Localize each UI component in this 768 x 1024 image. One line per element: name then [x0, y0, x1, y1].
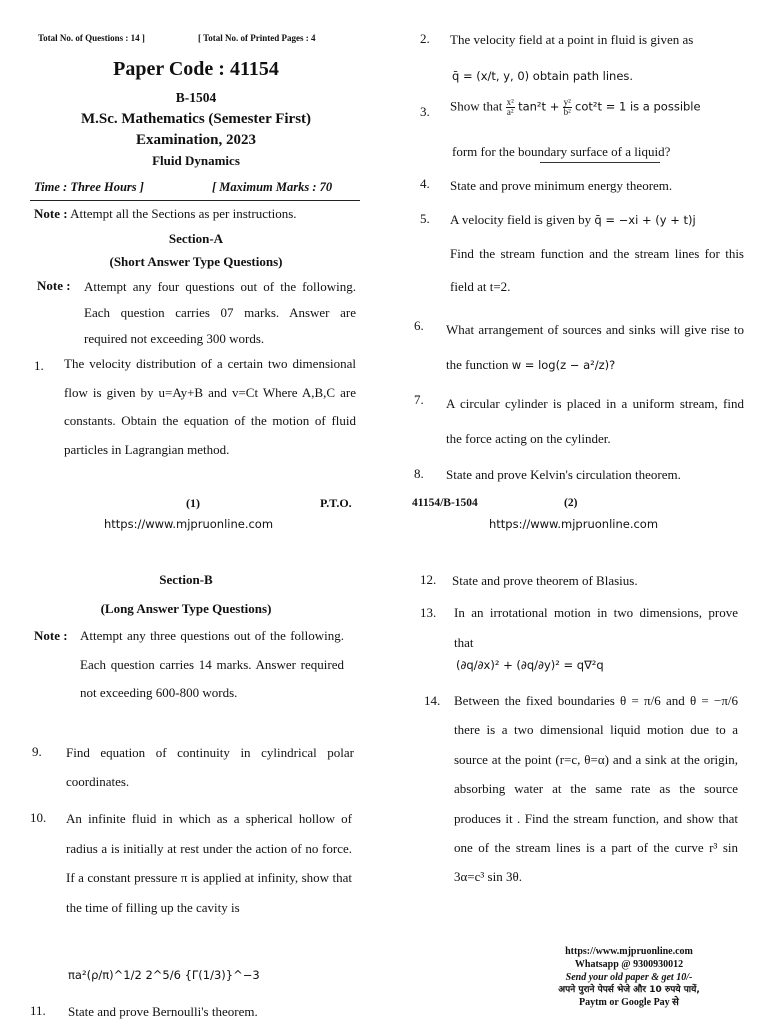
question-2-number: 2. — [420, 31, 430, 46]
question-3-number: 3. — [420, 104, 430, 119]
section-b-note-text: Attempt any three questions out of the following. Each question carries 14 marks. Answer required not exceeding 600-800 words. — [80, 628, 344, 701]
question-13-equation: (∂q/∂x)² + (∂q/∂y)² = q∇²q — [456, 658, 604, 672]
question-13-number: 13. — [420, 605, 437, 620]
pto-label: P.T.O. — [320, 496, 352, 510]
question-8-text: State and prove Kelvin's circulation theorem. — [446, 467, 681, 482]
question-5-number: 5. — [420, 211, 430, 226]
question-2-equation: q̄ = (x/t, y, 0) obtain path lines. — [452, 69, 634, 83]
question-12-number: 12. — [420, 572, 437, 587]
section-a-title: Section-A — [168, 231, 224, 246]
question-10-number: 10. — [30, 810, 47, 825]
section-a-subtitle: (Short Answer Type Questions) — [109, 254, 283, 269]
exam-sheet-bottom — [0, 512, 768, 1024]
question-14-text: Between the fixed boundaries θ = π/6 and θ = −π/6 there is a two dimensional liquid motion due to a source at the point (r=c, θ=α) and a sink at the origin, absorbing water at the same rate as the source produces it . Find the stream function, and show that one of the stream lines is a part of the curve r³ sin 3α=c³ sin 3θ. — [454, 693, 738, 885]
fraction-y2-b2: $\frac{\text{y²}}{\text{b²}}$ — [563, 97, 571, 117]
subject-title: Fluid Dynamics — [152, 153, 240, 168]
question-5-equation: q̄ = −xi + (y + t)j — [594, 213, 696, 227]
question-3-eq-post: cot²t = 1 is a possible — [575, 99, 701, 114]
program-title: M.Sc. Mathematics (Semester First) — [80, 111, 312, 127]
question-13-text: In an irrotational motion in two dimensions, prove that — [454, 605, 738, 650]
page-2-url: https://www.mjpruonline.com — [489, 517, 659, 531]
promo-whatsapp: Whatsapp @ 9300930012 — [574, 959, 684, 971]
page-2-code: 41154/B-1504 — [412, 497, 478, 509]
question-4-text: State and prove minimum energy theorem. — [450, 178, 673, 193]
promo-url: https://www.mjpruonline.com — [565, 946, 693, 957]
question-10-equation: πa²(ρ/π)^1/2 2^5/6 {Γ(1/3)}^−3 — [68, 968, 260, 982]
question-5-line — [450, 212, 760, 228]
promo-block — [504, 945, 754, 1010]
printed-pages: [ Total No. of Printed Pages : 4 — [198, 33, 316, 43]
question-5-text: A velocity field is given by — [450, 212, 592, 227]
question-2-text: The velocity field at a point in fluid is given as — [450, 32, 694, 47]
question-8-number: 8. — [414, 466, 424, 481]
question-14-number: 14. — [424, 693, 441, 708]
question-6-text — [446, 312, 744, 382]
question-4-number: 4. — [420, 176, 430, 191]
general-note — [34, 206, 364, 223]
header-rule — [30, 200, 360, 201]
section-b-title: Section-B — [159, 572, 213, 587]
page-3 — [0, 512, 384, 1024]
exam-title: Examination, 2023 — [135, 132, 256, 148]
question-6-number: 6. — [414, 318, 424, 333]
question-3-text: form for the boundary surface of a liquid? — [452, 144, 671, 159]
page-1 — [0, 0, 384, 512]
general-note-label: Note : — [34, 206, 68, 221]
general-note-text: Attempt all the Sections as per instructions. — [70, 206, 297, 221]
section-b-note-label: Note : — [34, 628, 68, 643]
page-2-number: (2) — [564, 497, 578, 509]
question-1-text: The velocity distribution of a certain two dimensional flow is given by u=Ay+B and v=Ct Where A,B,C are constants. Obtain the equation of the motion of fluid particles in Lagrangian method. — [64, 356, 356, 457]
time-label: Time : Three Hours ] — [34, 180, 144, 194]
promo-line-3: Paytm or Google Pay से — [579, 997, 679, 1009]
page-2 — [384, 0, 768, 512]
section-a-note-label: Note : — [37, 278, 71, 293]
paper-code: Paper Code : 41154 — [113, 58, 279, 80]
question-11-number: 11. — [30, 1003, 46, 1018]
question-9-text: Find equation of continuity in cylindrical polar coordinates. — [66, 745, 354, 790]
question-6-body: What arrangement of sources and sinks will give rise to the function — [446, 322, 744, 373]
question-3-pre: Show that — [450, 98, 503, 114]
page-1-url: https://www.mjpruonline.com — [104, 517, 274, 531]
question-12-text: State and prove theorem of Blasius. — [452, 573, 638, 588]
page-4 — [384, 512, 768, 1024]
question-3-line — [450, 98, 760, 117]
section-a-note-text: Attempt any four questions out of the following. Each question carries 07 marks. Answer are required not exceeding 300 words. — [84, 279, 356, 346]
question-7-number: 7. — [414, 392, 424, 407]
section-b-subtitle: (Long Answer Type Questions) — [100, 601, 272, 616]
question-7-text: A circular cylinder is placed in a uniform stream, find the force acting on the cylinder. — [446, 396, 744, 447]
course-code: B-1504 — [175, 90, 217, 105]
promo-line-1: Send your old paper & get 10/- — [565, 972, 693, 984]
total-questions: Total No. of Questions : 14 ] — [38, 33, 145, 43]
question-6-equation: w = log(z − a²/z)? — [511, 358, 616, 373]
question-9-number: 9. — [32, 744, 42, 759]
question-5-text2: Find the stream function and the stream lines for this field at t=2. — [450, 246, 744, 294]
question-11-text: State and prove Bernoulli's theorem. — [68, 1004, 258, 1019]
question-10-text: An infinite fluid in which as a spherical hollow of radius a is initially at rest under the action of no force. If a constant pressure π is applied at infinity, show that the time of filling up the cavity is — [66, 811, 352, 915]
question-1-number: 1. — [34, 358, 44, 373]
marks-label: [ Maximum Marks : 70 — [212, 180, 333, 194]
promo-line-2: अपने पुराने पेपर्स भेजे और 10 रुपये पायें, — [558, 984, 700, 995]
page-1-number: (1) — [186, 496, 200, 510]
question-3-eq-mid: tan²t + — [518, 99, 560, 114]
fraction-x2-a2: $\frac{\text{x²}}{\text{a²}}$ — [506, 97, 514, 117]
underline-mark — [540, 162, 660, 163]
